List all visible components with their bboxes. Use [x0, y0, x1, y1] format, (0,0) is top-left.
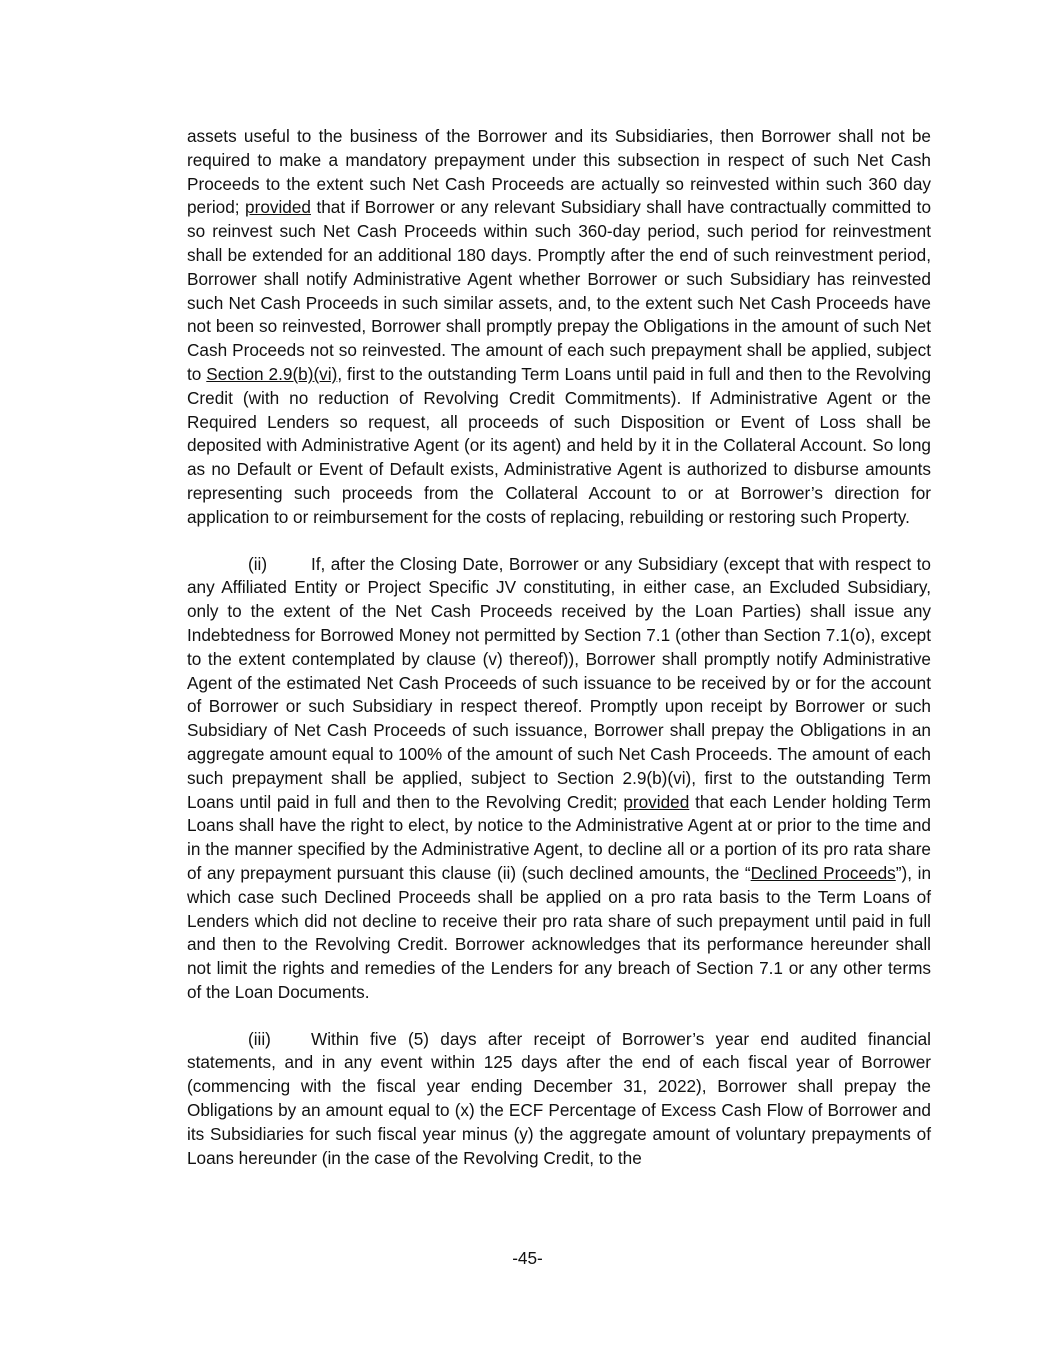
- defined-term-declined-proceeds: Declined Proceeds: [750, 862, 896, 883]
- paragraph-text: that if Borrower or any relevant Subsidiary shall have contractually committed to so reinvest such Net Cash Proceeds within such 360-day period, such period for reinvestment shall be extended for an additional 180 days. Promptly after the end of such reinvestment period, Borrower shall notify Administrative Agent whether Borrower or such Subsidiary has reinvested such Net Cash Proceeds in such similar assets, and, to the extent such Net Cash Proceeds have not been so reinvested, Borrower shall promptly prepay the Obligations in the amount of such Net Cash Proceeds not so reinvested. The amount of each such prepayment shall be applied, subject to: [187, 197, 931, 384]
- clause-number: (iii): [248, 1028, 271, 1049]
- paragraph-text: Within five (5) days after receipt of Borrower’s year end audited financial statements, and in any event within 125 days after the end of each fiscal year of Borrower (commencing with the fiscal year ending December 31, 2022), Borrower shall prepay the Obligations by an amount equal to (x) the ECF Percentage of Excess Cash Flow of Borrower and its Subsidiaries for such fiscal year minus (y) the aggregate amount of voluntary prepayments of Loans hereunder (in the case of the Revolving Credit, to the: [187, 1028, 931, 1168]
- paragraph-continuation: [187, 125, 931, 530]
- paragraph-text: If, after the Closing Date, Borrower or any Subsidiary (except that with respect to any Affiliated Entity or Project Specific JV constituting, in either case, an Excluded Subsidiary, only to the extent of the Net Cash Proceeds received by the Loan Parties) shall issue any Indebtedness for Borrowed Money not permitted by Section 7.1 (other than Section 7.1(o), except to the extent contemplated by clause (v) thereof)), Borrower shall promptly notify Administrative Agent of the estimated Net Cash Proceeds of such issuance to be received by or for the account of Borrower or such Subsidiary in respect thereof. Promptly upon receipt by Borrower or such Subsidiary of Net Cash Proceeds of such issuance, Borrower shall prepay the Obligations in an aggregate amount equal to 100% of the amount of such Net Cash Proceeds. The amount of each such prepayment shall be applied, subject to Section 2.9(b)(vi), first to the outstanding Term Loans until paid in full and then to the Revolving Credit;: [187, 553, 931, 812]
- document-body: [187, 125, 931, 1170]
- paragraph-text: ”), in which case such Declined Proceeds shall be applied on a pro rata basis to the Term Loans of Lenders which did not decline to receive their pro rata share of such prepayment until paid in full and then to the Revolving Credit. Borrower acknowledges that its performance hereunder shall not limit the rights and remedies of the Lenders for any breach of Section 7.1 or any other terms of the Loan Documents.: [187, 862, 932, 1002]
- section-reference: Section 2.9(b)(vi): [206, 363, 338, 384]
- page-number: -45-: [512, 1248, 543, 1268]
- underlined-term-provided: provided: [623, 791, 690, 812]
- underlined-term-provided: provided: [245, 197, 311, 218]
- clause-number: (ii): [248, 553, 268, 574]
- paragraph-iii: [187, 1028, 931, 1171]
- paragraph-text: assets useful to the business of the Borrower and its Subsidiaries, then Borrower shall not be required to make a mandatory prepayment under this subsection in respect of such Net Cash Proceeds to the extent such Net Cash Proceeds are actually so reinvested within such 360 day period;: [187, 126, 931, 218]
- paragraph-ii: [187, 553, 931, 1005]
- paragraph-text: that each Lender holding Term Loans shall have the right to elect, by notice to the Administrative Agent at or prior to the time and in the manner specified by the Administrative Agent, to decline all or a portion of its pro rata share of any prepayment pursuant this clause (ii) (such declined amounts, the “: [187, 791, 931, 883]
- paragraph-text: , first to the outstanding Term Loans until paid in full and then to the Revolving Credit (with no reduction of Revolving Credit Commitments). If Administrative Agent or the Required Lenders so request, all proceeds of such Disposition or Event of Loss shall be deposited with Administrative Agent (or its agent) and held by it in the Collateral Account. So long as no Default or Event of Default exists, Administrative Agent is authorized to disburse amounts representing such proceeds from the Collateral Account to or at Borrower’s direction for application to or reimbursement for the costs of replacing, rebuilding or restoring such Property.: [187, 363, 931, 527]
